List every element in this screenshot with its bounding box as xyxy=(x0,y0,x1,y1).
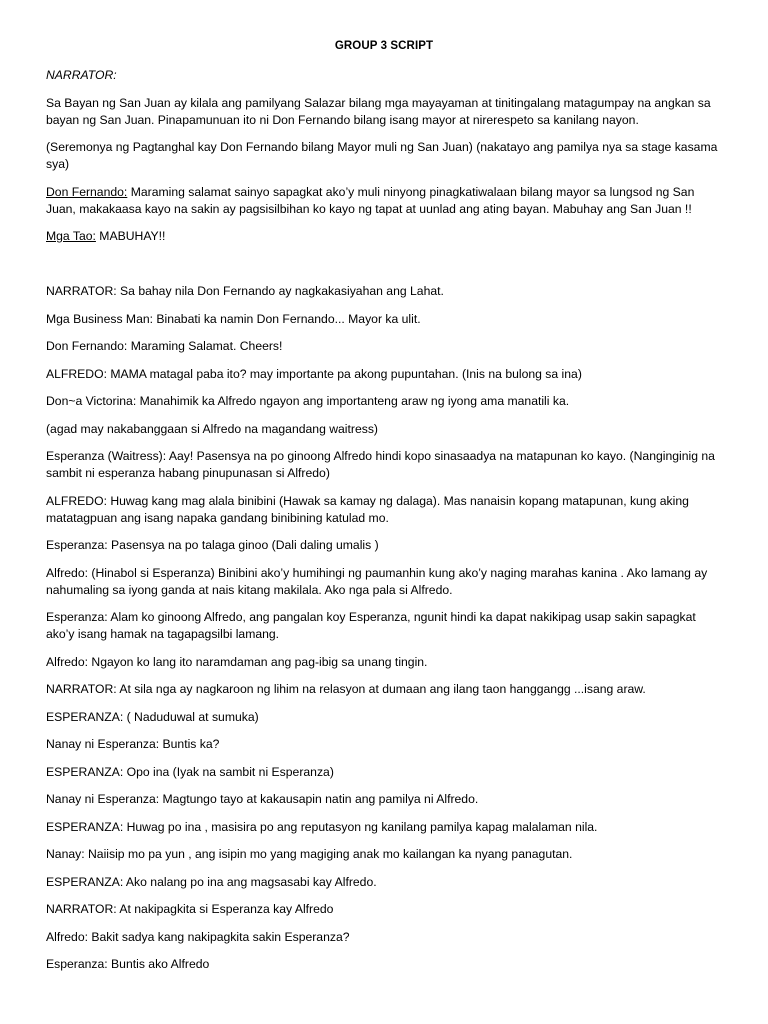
line-text: Esperanza: Buntis ako Alfredo xyxy=(46,957,210,971)
script-line xyxy=(46,819,722,836)
script-line xyxy=(46,764,722,781)
script-line xyxy=(46,537,722,554)
line-text: Don Fernando: Maraming Salamat. Cheers! xyxy=(46,339,283,353)
script-line xyxy=(46,139,722,173)
script-line xyxy=(46,67,722,84)
speaker-label: NARRATOR: xyxy=(46,68,117,82)
script-line xyxy=(46,184,722,218)
script-line xyxy=(46,929,722,946)
line-text: Nanay: Naiisip mo pa yun , ang isipin mo yang magiging anak mo kailangan ka nyang panagutan. xyxy=(46,847,573,861)
line-text: Esperanza: Pasensya na po talaga ginoo (Dali daling umalis ) xyxy=(46,538,379,552)
script-line xyxy=(46,681,722,698)
document-title: GROUP 3 SCRIPT xyxy=(334,40,434,52)
line-text: Nanay ni Esperanza: Magtungo tayo at kakausapin natin ang pamilya ni Alfredo. xyxy=(46,792,479,806)
script-line xyxy=(46,874,722,891)
line-text: Nanay ni Esperanza: Buntis ka? xyxy=(46,737,220,751)
speaker-label: Mga Tao: xyxy=(46,229,96,243)
script-line xyxy=(46,901,722,918)
line-text: Don~a Victorina: Manahimik ka Alfredo ngayon ang importanteng araw ng iyong ama manatili ka. xyxy=(46,394,570,408)
script-line xyxy=(46,846,722,863)
speaker-label: Don Fernando: xyxy=(46,184,128,199)
line-text: Mga Business Man: Binabati ka namin Don Fernando... Mayor ka ulit. xyxy=(46,311,421,326)
line-text: NARRATOR: At sila nga ay nagkaroon ng lihim na relasyon at dumaan ang ilang taon hanggangg ...isang araw. xyxy=(46,682,646,696)
line-text: Sa Bayan ng San Juan ay kilala ang pamilyang Salazar bilang mga mayayaman at tinitingalang matagumpay na angkan sa bayan ng San Juan. Pinapamunuan ito ni Don Fernando bilang isang mayor at nirerespeto sa kanilang nayon. xyxy=(46,95,711,127)
script-line xyxy=(46,421,722,438)
line-text: Maraming salamat sainyo sapagkat ako’y muli ninyong pinagkatiwalaan bilang mayor sa lungsod ng San Juan, makakaasa kayo na sakin ay pagsisilbihan ko kayo ng tapat at uunlad ang ating bayan. Mabuhay ang San Juan !! xyxy=(46,184,695,216)
script-line xyxy=(46,228,722,245)
line-text: ALFREDO: MAMA matagal paba ito? may importante pa akong pupuntahan. (Inis na bulong sa ina) xyxy=(46,366,582,381)
line-text: ALFREDO: Huwag kang mag alala binibini (Hawak sa kamay ng dalaga). Mas nanaisin kopang matapunan, kung aking matatagpuan ang isang napaka gandang binibining katulad mo. xyxy=(46,493,689,525)
script-line xyxy=(46,654,722,671)
script-line xyxy=(46,791,722,808)
line-text: ESPERANZA: Opo ina (Iyak na sambit ni Esperanza) xyxy=(46,764,334,779)
script-line xyxy=(46,311,722,328)
script-line xyxy=(46,338,722,355)
line-text: Esperanza (Waitress): Aay! Pasensya na po ginoong Alfredo hindi kopo sinasaadya na matapunan ko kayo. (Nanginginig na sambit ni esperanza habang pinupunasan si Alfredo) xyxy=(46,449,715,480)
line-text: ESPERANZA: Huwag po ina , masisira po ang reputasyon ng kanilang pamilya kapag malalaman nila. xyxy=(46,819,598,834)
line-text: Esperanza: Alam ko ginoong Alfredo, ang pangalan koy Esperanza, ngunit hindi ka dapat nakikipag usap sakin sapagkat ako’y isang hamak na tagapagsilbi lamang. xyxy=(46,610,696,641)
line-text: ESPERANZA: Ako nalang po ina ang magsasabi kay Alfredo. xyxy=(46,874,377,889)
script-line xyxy=(46,609,722,643)
script-line xyxy=(46,283,722,300)
script-line xyxy=(46,95,722,129)
line-text: (Seremonya ng Pagtanghal kay Don Fernando bilang Mayor muli ng San Juan) (nakatayo ang pamilya nya sa stage kasama sya) xyxy=(46,140,718,171)
script-line xyxy=(46,736,722,753)
line-text: Alfredo: (Hinabol si Esperanza) Binibini ako’y humihingi ng paumanhin kung ako’y naging marahas kanina . Ako lamang ay nahumaling sa iyong ganda at nais kitang makilala. Ako nga pala si Alfredo. xyxy=(46,565,708,597)
script-line xyxy=(46,709,722,726)
script-line xyxy=(46,565,722,599)
script-line xyxy=(46,393,722,410)
script-line xyxy=(46,448,722,482)
line-text: (agad may nakabanggaan si Alfredo na magandang waitress) xyxy=(46,421,378,436)
script-line xyxy=(46,956,722,973)
script-line xyxy=(46,366,722,383)
line-text: Alfredo: Bakit sadya kang nakipagkita sakin Esperanza? xyxy=(46,929,350,944)
script-line xyxy=(46,493,722,527)
script-body xyxy=(46,67,722,984)
line-text: ESPERANZA: ( Naduduwal at sumuka) xyxy=(46,709,259,724)
line-text: NARRATOR: Sa bahay nila Don Fernando ay nagkakasiyahan ang Lahat. xyxy=(46,284,444,298)
line-text: Alfredo: Ngayon ko lang ito naramdaman ang pag-ibig sa unang tingin. xyxy=(46,654,428,669)
line-text: NARRATOR: At nakipagkita si Esperanza kay Alfredo xyxy=(46,902,334,916)
line-text: MABUHAY!! xyxy=(95,229,166,243)
